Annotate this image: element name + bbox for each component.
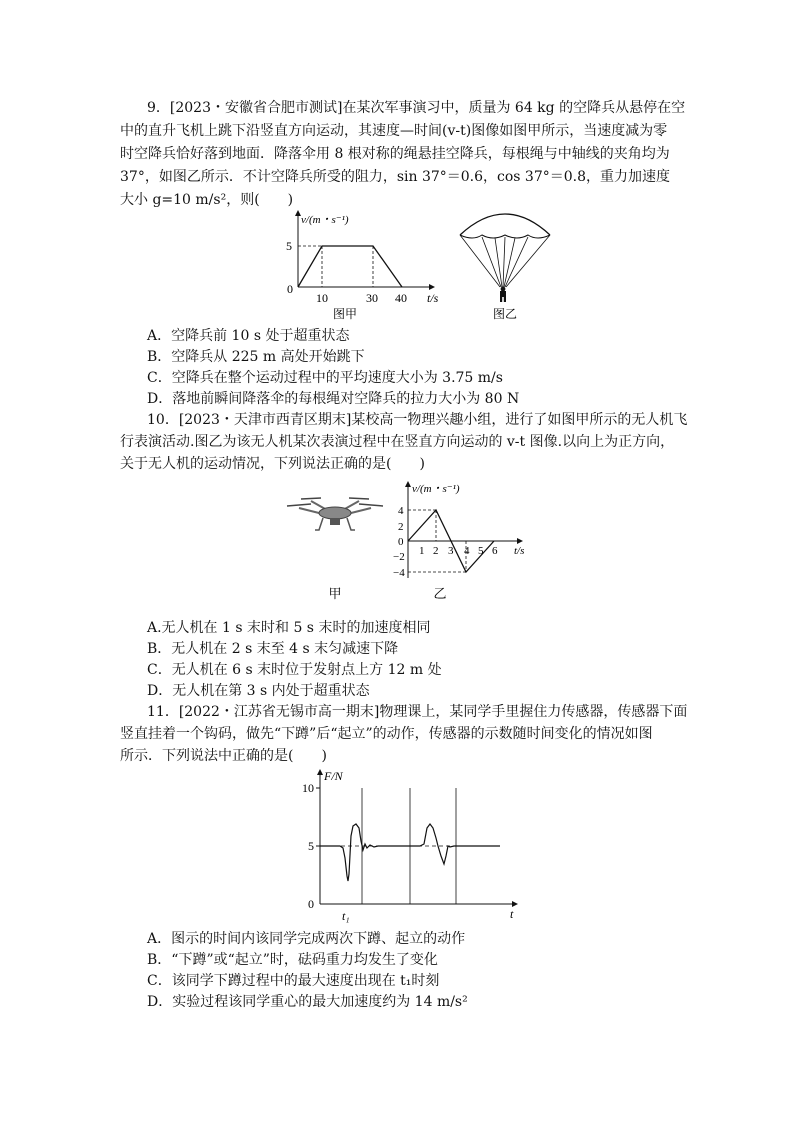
q10-option-d: D．无人机在第 3 s 内处于超重状态: [147, 683, 370, 699]
figure-caption: 图乙: [492, 307, 518, 321]
x-tick-label: 3: [448, 545, 454, 557]
origin-label: 0: [398, 536, 404, 548]
origin-label: 0: [287, 282, 293, 296]
q11-option-a: A．图示的时间内该同学完成两次下蹲、起立的动作: [147, 931, 466, 947]
q10-stem-line-1: 10．[2023・天津市西青区期末]某校高一物理兴趣小组，进行了如图甲所示的无人机飞: [147, 412, 688, 428]
q11-force-graph: [290, 766, 530, 926]
y-axis-label: v/(m・s⁻¹): [301, 214, 349, 226]
q10-vt-graph: [380, 478, 540, 603]
x-axis-label: t/s: [514, 545, 525, 557]
y-tick-label: −2: [393, 551, 405, 563]
q11-stem-line-3: 所示．下列说法中正确的是( ): [120, 748, 327, 764]
q11-option-c: C．该同学下蹲过程中的最大速度出现在 t₁时刻: [147, 973, 440, 989]
y-tick-label: 2: [398, 521, 404, 533]
origin-label: 0: [308, 897, 314, 911]
q9-option-d: D．落地前瞬间降落伞的每根绳对空降兵的拉力大小为 80 N: [147, 391, 520, 407]
y-axis-label: v/(m・s⁻¹): [412, 483, 460, 495]
y-tick-label: 10: [302, 781, 314, 795]
x-tick-label: 30: [366, 291, 378, 305]
x-tick-label: t₁: [342, 909, 350, 923]
q10-drone-figure: [283, 490, 388, 600]
q11-option-d: D．实验过程该同学重心的最大加速度约为 14 m/s²: [147, 994, 468, 1010]
paratrooper: [500, 287, 506, 302]
x-tick-label: 5: [478, 545, 484, 557]
x-tick-label: 1: [419, 545, 425, 557]
y-axis-label: F/N: [324, 769, 343, 783]
q10-stem-line-3: 关于无人机的运动情况，下列说法正确的是( ): [120, 456, 425, 472]
y-tick-label: 5: [286, 239, 292, 253]
q10-stem-line-2: 行表演活动.图乙为该无人机某次表演过程中在竖直方向运动的 v-t 图像.以向上为正方向，: [120, 434, 675, 450]
q9-option-b: B．空降兵从 225 m 高处开始跳下: [147, 349, 365, 365]
x-tick-label: 40: [395, 291, 407, 305]
x-tick-label: 4: [464, 545, 470, 557]
figure-caption: 乙: [433, 586, 447, 601]
parachute-canopy: [460, 214, 550, 235]
q10-option-a: A.无人机在 1 s 末时和 5 s 末时的加速度相同: [147, 620, 431, 636]
q11-option-b: B．“下蹲”或“起立”时，砝码重力均发生了变化: [147, 952, 438, 968]
q9-vt-graph: [270, 205, 450, 325]
y-tick-label: 5: [308, 839, 314, 853]
q11-stem-line-1: 11．[2022・江苏省无锡市高一期末]物理课上，某同学手里握住力传感器，传感器下面: [147, 704, 688, 720]
velocity-curve: [298, 246, 402, 287]
q9-stem-line-1: 9．[2023・安徽省合肥市测试]在某次军事演习中，质量为 64 kg 的空降兵从悬停在空: [147, 100, 686, 116]
figure-caption: 图甲: [332, 307, 358, 321]
parachute-cords: [460, 235, 550, 287]
x-axis-label: t/s: [427, 291, 439, 305]
x-tick-label: 2: [433, 545, 439, 557]
q9-option-a: A．空降兵前 10 s 处于超重状态: [147, 328, 350, 344]
q10-option-c: C．无人机在 6 s 末时位于发射点上方 12 m 处: [147, 662, 442, 678]
drone-camera: [330, 518, 340, 525]
x-axis-label: t: [510, 907, 514, 921]
drone-body: [319, 507, 351, 519]
y-tick-label: 4: [398, 505, 404, 517]
q9-parachute-figure: [455, 205, 555, 325]
figure-caption: 甲: [328, 586, 342, 600]
q10-option-b: B．无人机在 2 s 末至 4 s 末匀减速下降: [147, 641, 399, 657]
q9-stem-line-4: 37°，如图乙所示．不计空降兵所受的阻力，sin 37°＝0.6，cos 37°＝0.8，重力加速度: [120, 169, 671, 185]
x-tick-label: 6: [492, 545, 498, 557]
q9-option-c: C．空降兵在整个运动过程中的平均速度大小为 3.75 m/s: [147, 370, 503, 386]
q9-stem-line-3: 时空降兵恰好落到地面．降落伞用 8 根对称的绳悬挂空降兵，每根绳与中轴线的夹角均为: [120, 146, 670, 162]
x-tick-label: 10: [316, 291, 328, 305]
q9-stem-line-5: 大小 g=10 m/s²，则( ): [120, 192, 294, 208]
q11-stem-line-2: 竖直挂着一个钩码，做先“下蹲”后“起立”的动作，传感器的示数随时间变化的情况如图: [120, 726, 653, 742]
q9-stem-line-2: 中的直升飞机上跳下沿竖直方向运动，其速度—时间(v-t)图像如图甲所示，当速度减为零: [120, 123, 668, 139]
drone-propellers: [287, 498, 383, 506]
y-tick-label: −4: [393, 567, 405, 579]
